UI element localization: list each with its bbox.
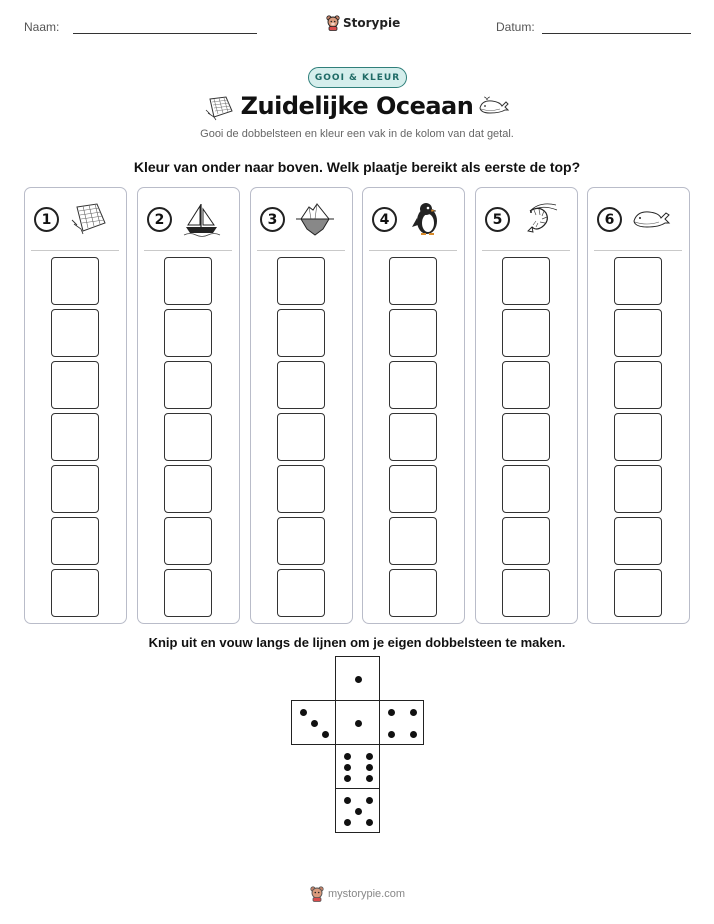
footer-url: mystorypie.com xyxy=(328,888,406,900)
dice-pip xyxy=(410,709,417,716)
color-box[interactable] xyxy=(277,257,325,305)
color-box[interactable] xyxy=(502,465,550,513)
color-box[interactable] xyxy=(614,361,662,409)
color-box[interactable] xyxy=(389,413,437,461)
column-1 xyxy=(24,187,127,624)
column-6 xyxy=(587,187,690,624)
header-divider xyxy=(257,250,345,251)
dice-face-bottom xyxy=(335,788,380,833)
dice-face-left xyxy=(291,700,336,745)
storypie-logo xyxy=(326,14,400,32)
dice-pip xyxy=(355,808,362,815)
dice-pip xyxy=(344,797,351,804)
dice-pip xyxy=(311,720,318,727)
column-number: 4 xyxy=(372,207,397,232)
name-line xyxy=(73,33,257,34)
column-4 xyxy=(362,187,465,624)
color-box[interactable] xyxy=(502,309,550,357)
whale-icon xyxy=(632,201,672,237)
color-box[interactable] xyxy=(51,569,99,617)
color-box[interactable] xyxy=(502,517,550,565)
color-box[interactable] xyxy=(614,517,662,565)
sailboat-icon xyxy=(182,201,222,237)
color-box[interactable] xyxy=(164,569,212,617)
dice-pip xyxy=(410,731,417,738)
color-box[interactable] xyxy=(277,569,325,617)
dice-pip xyxy=(355,720,362,727)
shrimp-icon xyxy=(520,201,560,237)
color-box[interactable] xyxy=(502,257,550,305)
color-box[interactable] xyxy=(51,309,99,357)
column-3 xyxy=(250,187,353,624)
dice-pip xyxy=(366,819,373,826)
header-divider xyxy=(144,250,232,251)
column-header xyxy=(138,188,238,251)
column-number: 6 xyxy=(597,207,622,232)
storypie-mascot-icon xyxy=(326,15,340,31)
color-box[interactable] xyxy=(614,569,662,617)
worksheet-header xyxy=(0,14,714,44)
color-box[interactable] xyxy=(277,361,325,409)
name-label: Naam: xyxy=(24,20,60,34)
logo-text: Storypie xyxy=(343,16,401,30)
color-box[interactable] xyxy=(277,517,325,565)
activity-badge: GOOI & KLEUR xyxy=(308,67,407,88)
ice-shelf-icon xyxy=(69,201,109,237)
color-box[interactable] xyxy=(389,517,437,565)
header-divider xyxy=(369,250,457,251)
color-box[interactable] xyxy=(502,361,550,409)
color-box[interactable] xyxy=(277,413,325,461)
dice-face-center xyxy=(335,700,380,745)
column-number: 3 xyxy=(260,207,285,232)
column-5 xyxy=(475,187,578,624)
column-number: 2 xyxy=(147,207,172,232)
page-subtitle: Gooi de dobbelsteen en kleur een vak in de kolom van dat getal. xyxy=(200,128,514,140)
color-box[interactable] xyxy=(389,257,437,305)
dice-pip xyxy=(322,731,329,738)
color-box[interactable] xyxy=(277,309,325,357)
dice-pip xyxy=(344,775,351,782)
color-box[interactable] xyxy=(614,309,662,357)
dice-face-lower xyxy=(335,744,380,789)
color-box[interactable] xyxy=(164,465,212,513)
dice-pip xyxy=(366,764,373,771)
date-label: Datum: xyxy=(496,20,535,34)
date-line xyxy=(542,33,691,34)
dice-pip xyxy=(388,731,395,738)
color-box[interactable] xyxy=(51,465,99,513)
color-box[interactable] xyxy=(614,465,662,513)
penguin-icon xyxy=(407,201,447,237)
color-box[interactable] xyxy=(389,309,437,357)
color-box[interactable] xyxy=(51,413,99,461)
dice-pip xyxy=(300,709,307,716)
color-box[interactable] xyxy=(164,413,212,461)
color-box[interactable] xyxy=(389,465,437,513)
column-header xyxy=(588,188,688,251)
color-box[interactable] xyxy=(502,569,550,617)
color-box[interactable] xyxy=(164,309,212,357)
dice-face-right xyxy=(379,700,424,745)
color-box[interactable] xyxy=(164,257,212,305)
dice-pip xyxy=(344,764,351,771)
column-header xyxy=(25,188,125,251)
color-box[interactable] xyxy=(164,361,212,409)
color-box[interactable] xyxy=(51,361,99,409)
column-header xyxy=(476,188,576,251)
color-box[interactable] xyxy=(277,465,325,513)
column-number: 5 xyxy=(485,207,510,232)
header-divider xyxy=(31,250,119,251)
dice-pip xyxy=(366,775,373,782)
color-box[interactable] xyxy=(389,569,437,617)
color-box[interactable] xyxy=(164,517,212,565)
footer xyxy=(310,886,405,902)
dice-pip xyxy=(344,753,351,760)
iceberg-icon xyxy=(295,201,335,237)
column-number: 1 xyxy=(34,207,59,232)
column-header xyxy=(251,188,351,251)
color-box[interactable] xyxy=(51,257,99,305)
color-box[interactable] xyxy=(389,361,437,409)
header-divider xyxy=(594,250,682,251)
dice-pip xyxy=(366,797,373,804)
header-divider xyxy=(482,250,570,251)
dice-pip xyxy=(344,819,351,826)
storypie-mascot-icon xyxy=(310,886,324,902)
coloring-instruction: Kleur van onder naar boven. Welk plaatje bereikt als eerste de top? xyxy=(133,159,581,175)
dice-instruction: Knip uit en vouw langs de lijnen om je eigen dobbelsteen te maken. xyxy=(148,635,566,650)
column-2 xyxy=(137,187,240,624)
page-title: Zuidelijke Oceaan xyxy=(240,92,474,120)
dice-face-top xyxy=(335,656,380,701)
color-box[interactable] xyxy=(51,517,99,565)
dice-pip xyxy=(366,753,373,760)
color-box[interactable] xyxy=(614,257,662,305)
color-box[interactable] xyxy=(502,413,550,461)
color-box[interactable] xyxy=(614,413,662,461)
whale-icon xyxy=(478,96,510,116)
dice-pip xyxy=(355,676,362,683)
dice-pip xyxy=(388,709,395,716)
column-header xyxy=(363,188,463,251)
